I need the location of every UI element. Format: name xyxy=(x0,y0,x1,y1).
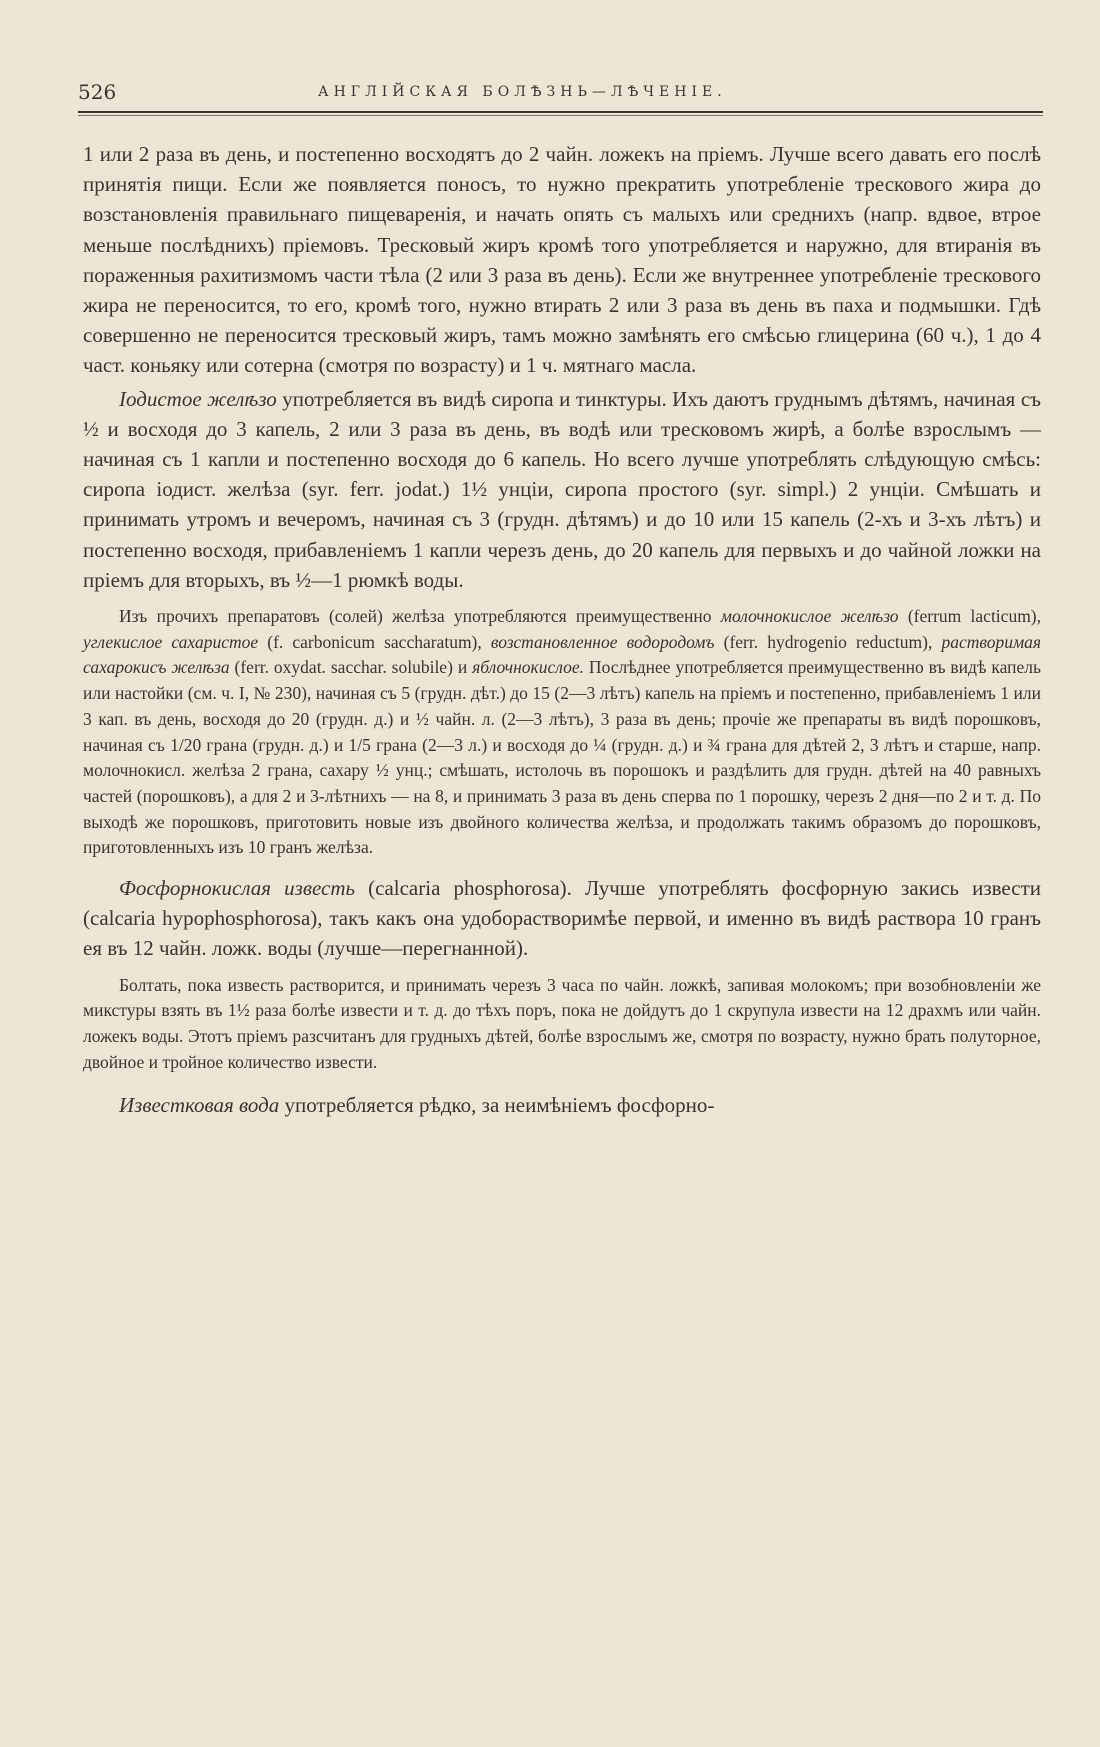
paragraph-text: 1 или 2 раза въ день, и постепенно восходятъ до 2 чайн. ложекъ на пріемъ. Лучше всего давать его послѣ принятія пищи. Если же появляется поносъ, то нужно прекратить употребленіе трескового жира до возстановленія правильнаго пищеваренія, и начать опять съ малыхъ или среднихъ (напр. вдвое, втрое меньше послѣднихъ) пріемовъ. Тресковый жиръ кромѣ того употребляется и наружно, для втиранія въ пораженныя рахитизмомъ части тѣла (2 или 3 раза въ день). Если же внутреннее употребленіе трескового жира не переносится, то его, кромѣ того, нужно втирать 2 или 3 раза въ день въ паха и подмышки. Гдѣ совершенно не переносится тресковый жиръ, тамъ можно замѣнять его смѣсью глицерина (60 ч.), 1 до 4 част. коньяку или сотерна (смотря по возрасту) и 1 ч. мятнаго масла. xyxy=(83,142,1041,378)
header-rule xyxy=(78,111,1043,116)
paragraph-italic-term: возстановленное водородомъ xyxy=(490,631,715,652)
paragraph-italic-term: растворимая сахарокисъ желѣза xyxy=(83,631,1042,678)
paragraph-lead-italic: Фосфорнокислая известь xyxy=(119,876,356,901)
paragraph-text: употребляется въ видѣ сиропа и тинктуры. Ихъ даютъ груднымъ дѣтямъ, начиная съ ½ и восходя до 3 капель, 2 или 3 раза въ день, въ водѣ или тресковомъ жирѣ, а болѣе взрослымъ — начиная съ 1 капли и постепенно восходя до 6 капель. Но всего лучше употреблять слѣдующую смѣсь: сиропа іодист. желѣза (syr. ferr. jodat.) 1½ унціи, сиропа простого (syr. simpl.) 2 унціи. Смѣшать и принимать утромъ и вечеромъ, начиная съ 3 (грудн. дѣтямъ) и до 10 или 15 капель (2-хъ и 3-хъ лѣтъ) и постепенно восходя, прибавленіемъ 1 капли черезъ день, до 20 капель для первыхъ и до чайной ложки на пріемъ для вторыхъ, въ ½—1 рюмкѣ воды. xyxy=(83,386,1041,592)
paragraph-text: (f. carbonicum saccharatum), xyxy=(258,631,491,652)
page-number: 526 xyxy=(78,80,117,104)
paragraph-text: (calcaria phosphorosa). Лучше употреблять фосфорную закись извести (calcaria hypophosphorosa), такъ какъ она удобоpастворимѣе первой, и именно въ видѣ раствора 10 гранъ ея въ 12 чайн. ложк. воды (лучше—перегнанной). xyxy=(83,876,1041,961)
paragraph-lead-italic: Іодистое желѣзо xyxy=(119,386,277,411)
paragraph-lead-italic: Известковая вода xyxy=(119,1092,280,1117)
paragraph-italic-term: молочнокислое желѣзо xyxy=(720,606,899,627)
paragraph-text: (ferr. hydrogenio reductum), xyxy=(714,631,942,652)
paragraph-italic-term: углекислое сахаристое xyxy=(83,631,259,652)
paragraph-text: Изъ прочихъ препаратовъ (солей) желѣза употребляются преимущественно xyxy=(119,606,721,627)
paragraph-iron-preparations xyxy=(83,604,1041,861)
paragraph-text: употребляется рѣдко, за неимѣніемъ фосфорно- xyxy=(279,1092,715,1117)
paragraph-phosphate-lime xyxy=(83,873,1041,964)
body-text xyxy=(83,139,1041,1120)
paragraph-text: (ferr. oxydat. sacchar. solubile) и xyxy=(229,657,473,678)
paragraph-cod-liver-oil-continued xyxy=(83,139,1041,381)
running-title: АНГЛІЙСКАЯ БОЛѢЗНЬ—ЛѢЧЕНІЕ. xyxy=(318,84,727,100)
paragraph-iodide-iron xyxy=(83,384,1041,595)
paragraph-text: Послѣднее употребляется преимущественно въ видѣ капель или настойки (см. ч. I, № 230), начиная съ 5 (грудн. дѣт.) до 15 (2—3 лѣтъ) капель на пріемъ и постепенно, прибавленіемъ 1 или 3 кап. въ день, восходя до 20 (грудн. д.) и ½ чайн. л. (2—3 лѣтъ), 3 раза въ день; прочіе же препараты въ видѣ порошковъ, начиная съ 1/20 грана (грудн. д.) и 1/5 грана (2—3 л.) и восходя до ¼ (грудн. д.) и ¾ грана для дѣтей 2, 3 лѣтъ и старше, напр. молочнокисл. желѣза 2 грана, сахару ½ унц.; смѣшать, истолочь въ порошокъ и раздѣлить для грудн. дѣтей на 40 равныхъ частей (порошковъ), а для 2 и 3-лѣтнихъ — на 8, и принимать 3 раза въ день сперва по 1 порошку, черезъ 2 дня—по 2 и т. д. По выходѣ же порошковъ, приготовить новые изъ двойного количества желѣза, и продолжать такимъ образомъ до порошковъ, приготовленныхъ изъ 10 гранъ желѣза. xyxy=(83,657,1041,858)
page-header xyxy=(78,80,1043,104)
paragraph-italic-term: яблочнокислое. xyxy=(472,657,584,678)
paragraph-lime-water xyxy=(83,1090,1041,1120)
paragraph-text: (ferrum lacticum), xyxy=(898,606,1042,627)
paragraph-lime-dosing xyxy=(83,973,1041,1076)
paragraph-text: Болтать, пока известь растворится, и принимать черезъ 3 часа по чайн. ложкѣ, запивая молокомъ; при возобновленіи же микстуры взять въ 1½ раза болѣе извести и т. д. до тѣхъ поръ, пока не дойдутъ до 1 скрупула извести на 12 драхмъ или чайн. ложекъ воды. Этотъ пріемъ разсчитанъ для грудныхъ дѣтей, болѣе взрослымъ же, смотря по возрасту, нужно брать полуторное, двойное и тройное количество извести. xyxy=(83,974,1041,1072)
